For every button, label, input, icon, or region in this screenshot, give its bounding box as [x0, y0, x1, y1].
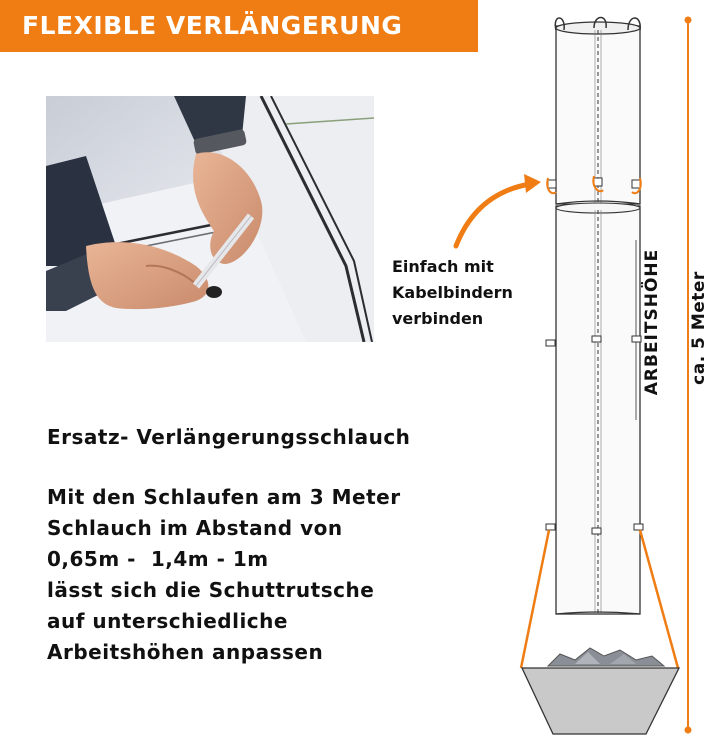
lower-tube	[546, 203, 643, 614]
arrow-icon	[456, 174, 541, 246]
callout-line: Einfach mit	[392, 257, 494, 276]
working-height-label: ARBEITSHÖHE	[642, 248, 662, 396]
debris-bin-icon	[522, 648, 679, 734]
product-heading: Ersatz- Verlängerungsschlauch	[47, 425, 411, 449]
title-banner: FLEXIBLE VERLÄNGERUNG	[0, 0, 478, 52]
description-line: lässt sich die Schuttrutsche	[47, 578, 375, 602]
callout-line: verbinden	[392, 309, 484, 328]
description-line: auf unterschiedliche	[47, 609, 288, 633]
upper-tube	[555, 18, 640, 205]
description-line: Mit den Schlaufen am 3 Meter	[47, 485, 401, 509]
description-line: 0,65m - 1,4m - 1m	[47, 547, 269, 571]
description-line: Arbeitshöhen anpassen	[47, 640, 324, 664]
height-value-label: ca. 5 Meter	[689, 271, 709, 385]
description-line: Schlauch im Abstand von	[47, 516, 343, 540]
callout-line: Kabelbindern	[392, 283, 513, 302]
